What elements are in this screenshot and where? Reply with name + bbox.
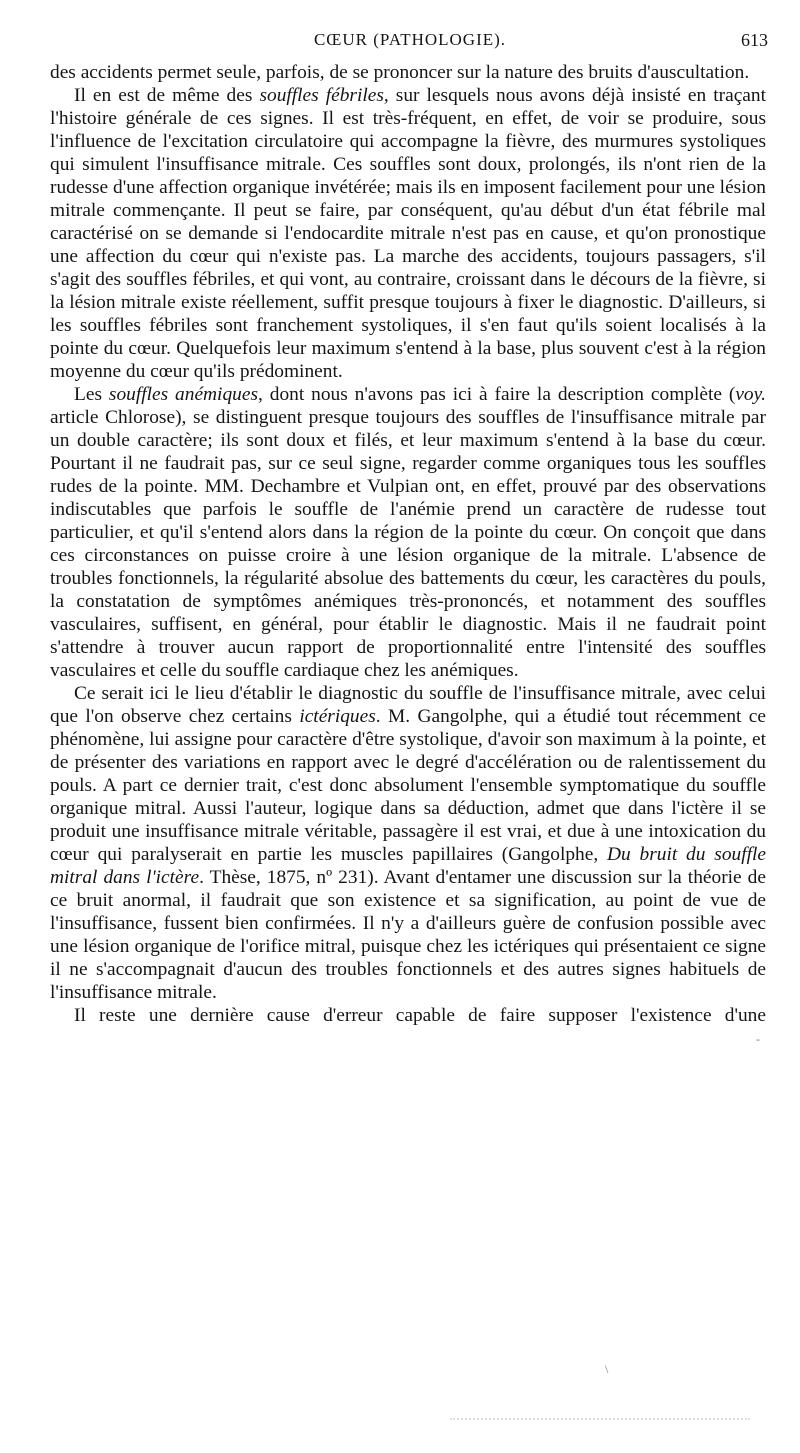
page-edge-noise: [450, 1418, 750, 1424]
text-run: , sur lesquels nous avons déjà insisté en traçant l'histoire générale de ces signes. Il est très-fréquent, en effet, de voir se produire, sous l'influence de l'excitation circulatoire qui accompagne la fièvre, des murmures systoliques qui simulent l'insuffisance mitrale. Ces souffles sont doux, prolongés, ils n'ont rien de la rudesse d'une affection organique invétérée; mais ils en imposent facilement pour une lésion mitrale commençante. Il peut se faire, par conséquent, qu'au début d'un état fébrile mal caractérisé on se demande si l'endocardite mitrale n'est pas en cause, et qu'on pronostique une affection du cœur qui n'existe pas. La marche des accidents, toujours passagers, s'il s'agit des souffles fébriles, et qui vont, au contraire, croissant dans le décours de la fièvre, si la lésion mitrale existe réellement, suffit presque toujours à fixer le diagnostic. D'ailleurs, si les souffles fébriles sont franchement systoliques, il s'en faut qu'ils soient localisés à la pointe du cœur. Quelquefois leur maximum s'entend à la base, plus souvent c'est à la région moyenne du cœur qu'ils prédominent.: [50, 85, 766, 382]
paragraph: [50, 1004, 766, 1027]
paragraph: [50, 682, 766, 1004]
text-run: , dont nous n'avons pas ici à faire la description complète (: [258, 384, 736, 405]
paragraph: [50, 84, 766, 383]
italic-text: souffles anémiques: [108, 384, 258, 405]
text-run: article Chlorose), se distinguent presque toujours des souffles de l'insuffisance mitrale par un double caractère; ils sont doux et filés, et leur maximum s'entend à la base du cœur. Pourtant il ne faudrait pas, sur ce seul signe, regarder comme organiques tous les souffles rudes de la pointe. MM. Dechambre et Vulpian ont, en effet, prouvé par des observations indiscutables que parfois le souffle de l'anémie prend un caractère de rudesse tout particulier, et qu'il s'entend alors dans la région de la pointe du cœur. On conçoit que dans ces circonstances on puisse croire à une lésion organique de la mitrale. L'absence de troubles fonctionnels, la régularité absolue des battements du cœur, les caractères du pouls, la constatation de symptômes anémiques très-prononcés, et notamment des souffles vasculaires, suffisent, en général, pour établir le diagnostic. Mais il ne faudrait point s'attendre à trouver aucun rapport de proportionnalité entre l'intensité des souffles vasculaires et celle du souffle cardiaque chez les anémiques.: [50, 407, 766, 681]
paragraph: [50, 61, 766, 84]
paragraph: [50, 383, 766, 682]
running-head: [52, 30, 768, 54]
italic-text: souffles fébriles: [259, 85, 384, 106]
text-run: Ce serait ici le lieu d'établir le diagnostic du souffle de l'insuffisance mitrale, avec celui que l'on observe chez certains: [50, 683, 766, 727]
text-run: Il reste une dernière cause d'erreur capable de faire supposer l'existence d'une: [74, 1005, 766, 1026]
margin-speck: \: [605, 1362, 609, 1376]
running-head-title: CŒUR (PATHOLOGIE).: [313, 30, 507, 49]
text-run: . Thèse, 1875, nº 231). Avant d'entamer une discussion sur la théorie de ce bruit anormal, il faudrait que son existence et sa signification, au point de vue de l'insuffisance, fussent bien confirmées. Il n'y a d'ailleurs guère de confusion possible avec une lésion organique de l'orifice mitral, puisque chez les ictériques qui présentaient ce signe il ne s'accompagnait d'aucun des troubles fonctionnels et des autres signes habituels de l'insuffisance mitrale.: [50, 867, 766, 1003]
text-run: Les: [74, 384, 109, 405]
text-run: Il en est de même des: [74, 85, 260, 106]
page-number: 613: [741, 30, 768, 50]
text-run: des accidents permet seule, parfois, de se prononcer sur la nature des bruits d'auscultation.: [50, 62, 750, 83]
body-text: [50, 61, 766, 1027]
italic-text: Du bruit du souffle mitral dans l'ictère: [50, 844, 766, 888]
text-run: . M. Gangolphe, qui a étudié tout récemment ce phénomène, lui assigne pour caractère d'être systolique, d'avoir son maximum à la pointe, et de présenter des variations en rapport avec le degré d'accélération ou de ralentissement du pouls. A part ce dernier trait, c'est donc absolument l'ensemble symptomatique du souffle organique mitral. Aussi l'auteur, logique dans sa déduction, admet que dans l'ictère il se produit une insuffisance mitrale véritable, passagère il est vrai, et due à une intoxication du cœur qui paralyserait en partie les muscles papillaires (Gangolphe,: [50, 706, 766, 865]
margin-speck: -: [756, 1032, 760, 1046]
italic-text: voy.: [735, 384, 767, 405]
italic-text: ictériques: [299, 706, 376, 727]
